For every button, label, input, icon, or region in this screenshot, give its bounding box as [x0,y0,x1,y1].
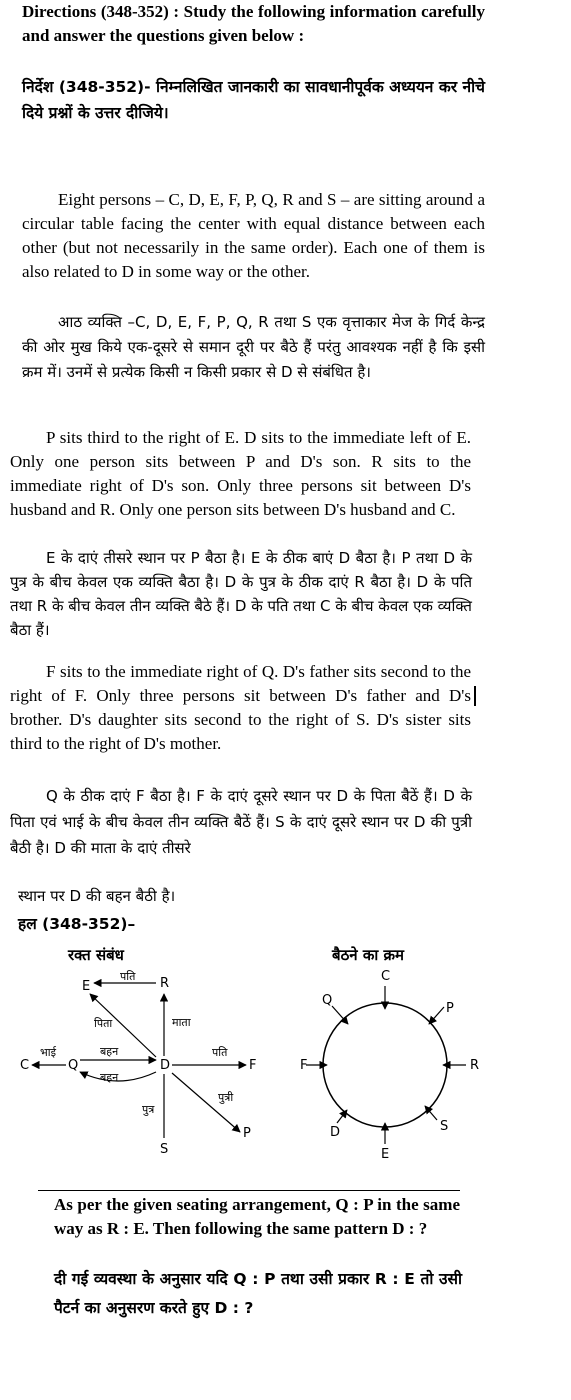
paragraph-1-hindi: आठ व्यक्ति –C, D, E, F, P, Q, R तथा S एक वृत्ताकार मेज के गिर्द केन्द्र की ओर मुख किये एक-दूसरे से समान दूरी पर बैठे हैं परंतु आवश्यक नहीं है कि इसी क्रम में। उनमें से प्रत्येक किसी न किसी प्रकार से D से संबंधित है। [22,313,485,381]
paragraph-1-english: Eight persons – C, D, E, F, P, Q, R and S – are sitting around a circular table facing the center with equal distance between each other (but not necessarily in the same order). Each one of them is also related to D in some way or the other. [22,190,485,281]
label-putra: पुत्र [142,1103,155,1116]
solution-diagrams [0,930,571,1170]
node-R: R [160,976,170,991]
seat-Q: Q [322,993,333,1008]
seat-D: D [330,1125,341,1140]
label-behen-bottom: बहन [100,1071,119,1084]
directions-english: Directions (348-352) : Study the following information carefully and answer the questions given below : [22,2,485,45]
node-F: F [249,1058,257,1073]
blood-relation-title: रक्त संबंध [68,946,124,964]
seat-arrow-P [429,1007,444,1024]
label-putri: पुत्री [218,1091,234,1104]
node-S: S [160,1142,169,1157]
paragraph-3-hindi-continued: स्थान पर D की बहन बैठी है। [18,887,176,905]
label-pati-right: पति [212,1046,228,1059]
seat-S: S [440,1119,449,1134]
paragraph-2-hindi: E के दाएं तीसरे स्थान पर P बैठा है। E के ठीक बाएं D बैठा है। P तथा D के पुत्र के बीच केवल एक व्यक्ति बैठा है। D के पुत्र के ठीक दाएं R बैठा है। D के पति तथा R के बीच केवल तीन व्यक्ति बैठे हैं। D के पति तथा C के बीच केवल एक व्यक्ति बैठा हैं। [10,549,472,639]
label-pita: पिता [94,1017,113,1030]
question-hindi: दी गई व्यवस्था के अनुसार यदि Q : P तथा उसी प्रकार R : E तो उसी पैटर्न का अनुसरण करते हुए D : ? [54,1270,462,1317]
directions-hindi: निर्देश (348-352)- निम्नलिखित जानकारी का सावधानीपूर्वक अध्ययन कर नीचे दिये प्रश्नों के उत्तर दीजिये। [22,78,485,122]
separator [38,1190,460,1191]
label-bhai: भाई [40,1046,56,1059]
label-pati-top: पति [120,970,136,983]
seat-E: E [381,1147,390,1162]
seat-R: R [470,1058,480,1073]
node-C: C [20,1058,30,1073]
seat-F: F [300,1058,308,1073]
seat-C: C [381,969,391,984]
round-table [323,1003,447,1127]
text-cursor [474,686,476,706]
node-P: P [243,1126,251,1141]
paragraph-3-english: F sits to the immediate right of Q. D's father sits second to the right of F. Only three persons sit between D's father and D's brother. D's daughter sits second to the right of S. D's sister sits third to the right of D's mother. [10,662,471,753]
node-E: E [82,979,91,994]
question-english: As per the given seating arrangement, Q : P in the same way as R : E. Then following the same pattern D : ? [54,1195,460,1238]
node-Q: Q [68,1058,79,1073]
seating-title: बैठने का क्रम [332,946,404,964]
paragraph-2-english: P sits third to the right of E. D sits to the immediate left of E. Only one person sits between P and D's son. R sits to the immediate right of D's son. Only three persons sit between D's husband and R. Only one person sits between D's husband and C. [10,428,471,519]
label-mata: माता [172,1016,191,1029]
seat-arrow-S [425,1106,437,1120]
node-D: D [160,1058,171,1073]
paragraph-3-hindi: Q के ठीक दाएं F बैठा है। F के दाएं दूसरे स्थान पर D के पिता बैठें हैं। D के पिता एवं भाई के बीच केवल तीन व्यक्ति बैठें हैं। S के दाएं दूसरे स्थान पर D की पुत्री बैठी है। D की माता के दाएं तीसरे [10,787,472,857]
label-behen-top: बहन [100,1045,119,1058]
solution-heading: हल (348-352)– [18,915,136,933]
seat-arrow-D [337,1110,347,1123]
seat-P: P [446,1001,454,1016]
